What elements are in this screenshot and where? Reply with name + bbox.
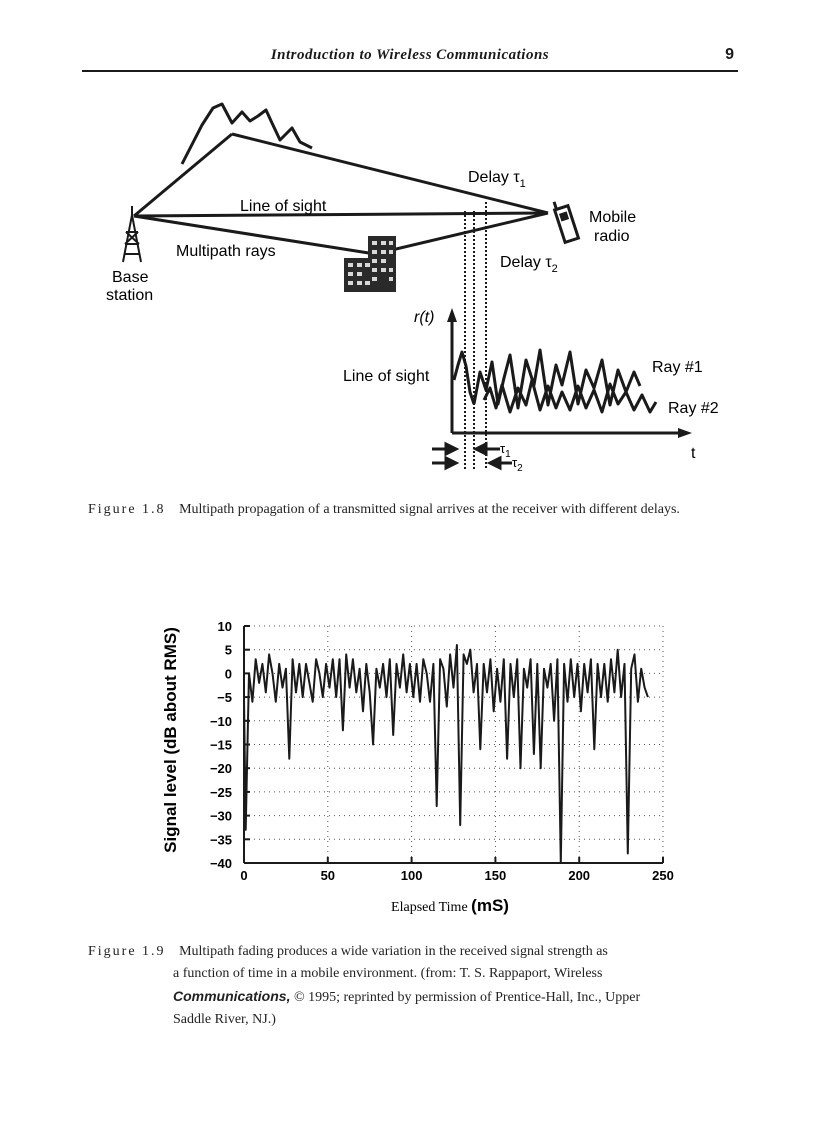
caption-label: Figure 1.9 [88, 944, 166, 959]
label-radio: radio [594, 228, 630, 245]
x-tick-label: 250 [652, 868, 674, 883]
y-tick-label: 0 [224, 666, 232, 682]
x-tick-label: 0 [240, 868, 248, 883]
x-tick-label: 100 [400, 868, 423, 883]
y-tick-label: −35 [209, 832, 232, 848]
chart-y-axis-label: Signal level (dB about RMS) [161, 627, 180, 853]
y-tick-label: −5 [217, 690, 232, 706]
page-number: 9 [725, 46, 734, 63]
chart-x-ticks [240, 868, 673, 883]
y-tick-label: −15 [209, 737, 232, 753]
label-tau-2: $\tau_2$ [512, 455, 523, 474]
x-tick-label: 200 [568, 868, 591, 883]
caption-line-1: Multipath fading produces a wide variation in the received signal strength as [179, 944, 608, 959]
label-line-of-sight: Line of sight [240, 198, 327, 215]
figure-1-9-caption [88, 941, 738, 1031]
label-tau-1: $\tau_1$ [500, 441, 511, 460]
chart-axes [244, 626, 663, 863]
y-tick-label: −20 [209, 761, 232, 777]
chart-x-axis-label: Elapsed Time (mS) [391, 896, 509, 915]
caption-line-4: Saddle River, NJ.) [173, 1012, 276, 1027]
y-tick-label: 10 [217, 619, 232, 634]
label-line-of-sight-2: Line of sight [343, 368, 430, 385]
y-tick-label: −30 [209, 808, 232, 824]
y-tick-label: −25 [209, 784, 232, 800]
x-tick-label: 150 [484, 868, 507, 883]
label-delay-2: Delay $\tau_2$ [500, 254, 558, 275]
label-delay-1: Delay $\tau_1$ [468, 169, 526, 190]
label-t-axis: t [691, 445, 696, 462]
running-title: Introduction to Wireless Communications [270, 47, 550, 63]
signal-level-series [244, 645, 648, 863]
label-r-axis: r(t) [414, 309, 435, 326]
y-tick-label: −40 [209, 856, 232, 871]
label-ray-1: Ray #1 [652, 359, 703, 376]
label-mobile: Mobile [589, 209, 637, 226]
caption-line-3 [88, 985, 738, 1009]
label-ray-2: Ray #2 [668, 400, 719, 417]
caption-line-3-rest: © 1995; reprinted by permission of Prentice-Hall, Inc., Upper [290, 990, 641, 1005]
label-base-station: Base [112, 269, 149, 286]
label-multipath-rays: Multipath rays [176, 243, 276, 260]
y-tick-label: 5 [224, 642, 232, 658]
caption-book-title: Communications, [173, 988, 291, 1004]
chart-y-ticks [210, 619, 232, 871]
x-tick-label: 50 [320, 868, 336, 883]
caption-line-2: a function of time in a mobile environment. (from: T. S. Rappaport, Wireless [173, 966, 603, 981]
label-base-station-2: station [106, 287, 154, 304]
caption-text: Multipath propagation of a transmitted signal arrives at the receiver with different delays. [179, 502, 680, 517]
chart-grid [244, 626, 663, 863]
caption-label: Figure 1.8 [88, 502, 166, 517]
y-tick-label: −10 [209, 713, 232, 729]
